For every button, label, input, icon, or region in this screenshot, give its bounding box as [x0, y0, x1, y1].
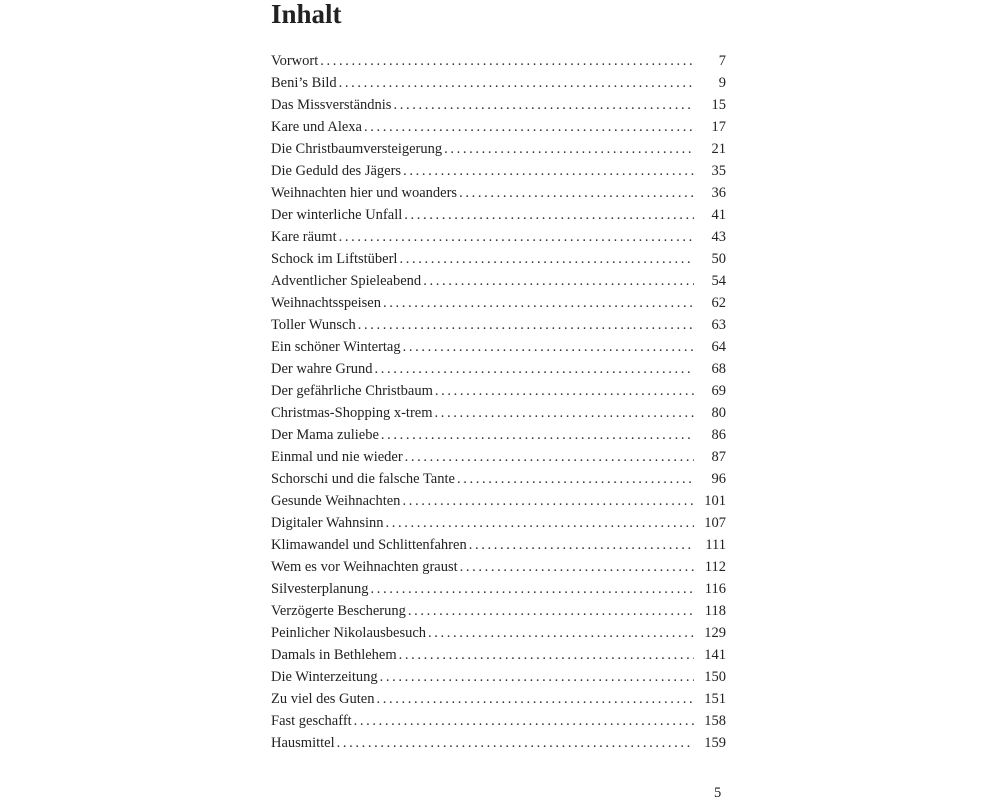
toc-dot-leader — [399, 644, 694, 666]
toc-dot-leader — [408, 600, 694, 622]
toc-entry — [271, 468, 726, 490]
toc-entry-title: Beni’s Bild — [271, 75, 337, 91]
toc-entry-page: 159 — [704, 735, 726, 751]
toc-dot-leader — [374, 358, 694, 380]
toc-entry — [271, 182, 726, 204]
toc-entry-title: Christmas-Shopping x-trem — [271, 405, 433, 421]
toc-entry — [271, 534, 726, 556]
toc-dot-leader — [405, 446, 694, 468]
toc-dot-leader — [404, 204, 694, 226]
toc-entry-title: Peinlicher Nikolausbesuch — [271, 625, 427, 641]
toc-entry-title: Adventlicher Spieleabend — [271, 273, 422, 289]
toc-entry — [271, 512, 726, 534]
toc-dot-leader — [381, 424, 694, 446]
toc-entry — [271, 490, 726, 512]
toc-entry — [271, 644, 726, 666]
toc-entry-title: Die Winterzeitung — [271, 669, 378, 685]
toc-entry — [271, 50, 726, 72]
toc-dot-leader — [444, 138, 694, 160]
toc-entry-title: Schorschi und die falsche Tante — [271, 471, 455, 487]
toc-dot-leader — [383, 292, 694, 314]
toc-entry — [271, 446, 726, 468]
toc-dot-leader — [403, 336, 694, 358]
toc-entry-title: Der Mama zuliebe — [271, 427, 379, 443]
toc-entry-title: Der winterliche Unfall — [271, 207, 403, 223]
toc-entry-page: 86 — [711, 427, 726, 443]
toc-entry-title: Kare und Alexa — [271, 119, 362, 135]
toc-entry-page: 17 — [711, 119, 726, 135]
toc-entry-page: 129 — [704, 625, 726, 641]
table-of-contents — [271, 50, 726, 754]
toc-entry — [271, 578, 726, 600]
toc-entry-title: Zu viel des Guten — [271, 691, 375, 707]
toc-entry-title: Einmal und nie wieder — [271, 449, 403, 465]
toc-entry-title: Weihnachtsspeisen — [271, 295, 381, 311]
toc-entry-page: 15 — [711, 97, 726, 113]
page-number: 5 — [714, 785, 722, 801]
toc-entry — [271, 600, 726, 622]
toc-entry-page: 7 — [718, 53, 726, 69]
toc-entry-title: Damals in Bethlehem — [271, 647, 397, 663]
toc-entry — [271, 402, 726, 424]
toc-entry — [271, 270, 726, 292]
toc-entry-page: 9 — [718, 75, 726, 91]
toc-entry — [271, 248, 726, 270]
toc-dot-leader — [460, 556, 694, 578]
toc-entry — [271, 204, 726, 226]
toc-entry-title: Fast geschafft — [271, 713, 352, 729]
toc-entry-page: 141 — [704, 647, 726, 663]
toc-entry-page: 35 — [711, 163, 726, 179]
toc-entry-title: Schock im Liftstüberl — [271, 251, 398, 267]
toc-entry — [271, 292, 726, 314]
toc-entry-page: 64 — [711, 339, 726, 355]
toc-entry — [271, 380, 726, 402]
toc-entry — [271, 358, 726, 380]
toc-dot-leader — [339, 72, 694, 94]
toc-entry-title: Digitaler Wahnsinn — [271, 515, 384, 531]
toc-entry — [271, 160, 726, 182]
toc-entry-title: Vorwort — [271, 53, 319, 69]
toc-entry-page: 116 — [704, 581, 726, 597]
toc-dot-leader — [399, 248, 694, 270]
toc-entry-page: 43 — [711, 229, 726, 245]
toc-entry-title: Der wahre Grund — [271, 361, 373, 377]
toc-entry — [271, 622, 726, 644]
page-title: Inhalt — [271, 0, 342, 29]
toc-entry — [271, 138, 726, 160]
toc-dot-leader — [393, 94, 694, 116]
toc-entry-title: Klimawandel und Schlittenfahren — [271, 537, 467, 553]
toc-dot-leader — [469, 534, 694, 556]
toc-entry-page: 87 — [711, 449, 726, 465]
toc-entry-page: 150 — [704, 669, 726, 685]
toc-dot-leader — [386, 512, 694, 534]
toc-entry-page: 62 — [711, 295, 726, 311]
toc-entry-page: 68 — [711, 361, 726, 377]
toc-entry-page: 54 — [711, 273, 726, 289]
toc-dot-leader — [337, 732, 694, 754]
toc-entry — [271, 94, 726, 116]
toc-dot-leader — [435, 402, 694, 424]
toc-entry — [271, 116, 726, 138]
toc-entry-page: 96 — [711, 471, 726, 487]
toc-entry-title: Wem es vor Weihnachten graust — [271, 559, 458, 575]
toc-entry — [271, 688, 726, 710]
toc-dot-leader — [457, 468, 694, 490]
toc-entry — [271, 710, 726, 732]
toc-entry — [271, 556, 726, 578]
toc-entry-page: 107 — [704, 515, 726, 531]
toc-entry-page: 118 — [704, 603, 726, 619]
toc-entry — [271, 226, 726, 248]
toc-dot-leader — [423, 270, 694, 292]
toc-entry-title: Ein schöner Wintertag — [271, 339, 401, 355]
toc-entry-page: 41 — [711, 207, 726, 223]
toc-entry-title: Silvesterplanung — [271, 581, 369, 597]
toc-entry-page: 151 — [704, 691, 726, 707]
toc-entry — [271, 336, 726, 358]
toc-entry-title: Weihnachten hier und woanders — [271, 185, 458, 201]
toc-dot-leader — [358, 314, 694, 336]
toc-entry — [271, 424, 726, 446]
toc-entry-title: Kare räumt — [271, 229, 337, 245]
toc-entry — [271, 666, 726, 688]
toc-entry-title: Die Geduld des Jägers — [271, 163, 402, 179]
toc-dot-leader — [380, 666, 694, 688]
toc-entry-page: 63 — [711, 317, 726, 333]
toc-entry-page: 101 — [704, 493, 726, 509]
toc-entry-title: Die Christbaumversteigerung — [271, 141, 443, 157]
toc-entry-title: Das Missverständnis — [271, 97, 392, 113]
toc-entry-page: 111 — [705, 537, 726, 553]
toc-entry-page: 112 — [704, 559, 726, 575]
toc-entry-title: Hausmittel — [271, 735, 335, 751]
toc-entry-page: 21 — [711, 141, 726, 157]
toc-entry-page: 80 — [711, 405, 726, 421]
toc-entry-page: 50 — [711, 251, 726, 267]
toc-entry-title: Der gefährliche Christbaum — [271, 383, 433, 399]
toc-dot-leader — [364, 116, 694, 138]
toc-dot-leader — [354, 710, 694, 732]
toc-dot-leader — [402, 490, 694, 512]
toc-entry-title: Gesunde Weihnachten — [271, 493, 401, 509]
toc-dot-leader — [339, 226, 694, 248]
toc-entry-title: Verzögerte Bescherung — [271, 603, 406, 619]
toc-entry-page: 158 — [704, 713, 726, 729]
toc-entry-page: 69 — [711, 383, 726, 399]
toc-dot-leader — [320, 50, 694, 72]
toc-dot-leader — [403, 160, 694, 182]
toc-entry — [271, 732, 726, 754]
toc-dot-leader — [435, 380, 694, 402]
toc-entry-page: 36 — [711, 185, 726, 201]
toc-entry-title: Toller Wunsch — [271, 317, 356, 333]
toc-dot-leader — [428, 622, 694, 644]
toc-entry — [271, 314, 726, 336]
toc-entry — [271, 72, 726, 94]
toc-dot-leader — [459, 182, 694, 204]
toc-dot-leader — [377, 688, 695, 710]
toc-dot-leader — [370, 578, 694, 600]
